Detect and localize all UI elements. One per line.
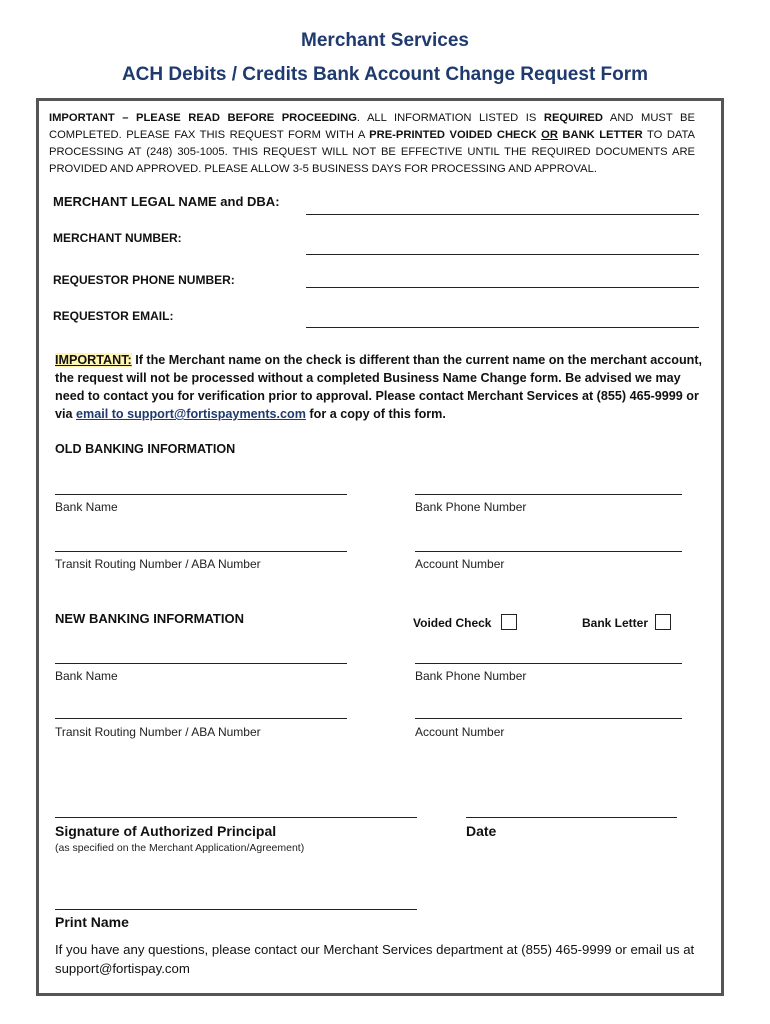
important-text: If the Merchant name on the check is different than the current name on the merchant account, the request will not be processed without a completed Business Name Change form. Be advised we may need to contact you for verification prior to approval. Please contact Merchant Services at (855) 465-9999 or via <box>55 353 703 421</box>
old-bank-name-field[interactable] <box>55 494 347 495</box>
support-email-link[interactable]: email to support@fortispayments.com <box>76 407 306 421</box>
voided-check-checkbox[interactable] <box>501 614 517 630</box>
new-bank-phone-field[interactable] <box>415 663 682 664</box>
notice-voided-check: PRE-PRINTED VOIDED CHECK <box>369 129 537 141</box>
old-routing-field[interactable] <box>55 551 347 552</box>
bank-letter-label: Bank Letter <box>582 616 649 630</box>
print-name-field[interactable] <box>55 909 417 910</box>
old-banking-heading: OLD BANKING INFORMATION <box>55 442 236 456</box>
important-text: for a copy of this form. <box>305 407 446 421</box>
merchant-number-field[interactable] <box>306 254 699 255</box>
notice-text: AND MUST BE COMPLETED. PLEASE FAX THIS REQUEST FORM WITH A <box>49 112 695 141</box>
legal-name-label: MERCHANT LEGAL NAME and DBA: <box>53 194 280 209</box>
voided-check-label: Voided Check <box>413 616 492 630</box>
date-label: Date <box>466 823 497 839</box>
new-routing-field[interactable] <box>55 718 347 719</box>
email-label: REQUESTOR EMAIL: <box>53 309 174 323</box>
page-title: Merchant Services <box>301 30 469 51</box>
old-bank-name-label: Bank Name <box>55 500 118 514</box>
new-account-field[interactable] <box>415 718 682 719</box>
important-notice <box>49 110 695 178</box>
notice-text: . ALL INFORMATION LISTED IS <box>356 112 544 124</box>
new-bank-name-field[interactable] <box>55 663 347 664</box>
notice-or: OR <box>541 129 558 141</box>
important-tag: IMPORTANT: <box>55 353 132 367</box>
notice-required: REQUIRED <box>543 112 603 124</box>
signature-label: Signature of Authorized Principal <box>55 823 277 839</box>
bank-letter-checkbox[interactable] <box>655 614 671 630</box>
new-account-label: Account Number <box>415 725 505 739</box>
form-title: ACH Debits / Credits Bank Account Change Request Form <box>121 64 649 85</box>
new-routing-label: Transit Routing Number / ABA Number <box>55 725 261 739</box>
date-field[interactable] <box>466 817 677 818</box>
phone-label: REQUESTOR PHONE NUMBER: <box>53 273 235 287</box>
new-bank-phone-label: Bank Phone Number <box>415 669 527 683</box>
signature-note: (as specified on the Merchant Application/Agreement) <box>55 842 305 854</box>
merchant-number-label: MERCHANT NUMBER: <box>53 231 182 245</box>
notice-heading: IMPORTANT – PLEASE READ BEFORE PROCEEDING <box>49 112 357 124</box>
new-bank-name-label: Bank Name <box>55 669 118 683</box>
signature-field[interactable] <box>55 817 417 818</box>
old-routing-label: Transit Routing Number / ABA Number <box>55 557 261 571</box>
old-bank-phone-field[interactable] <box>415 494 682 495</box>
old-account-field[interactable] <box>415 551 682 552</box>
notice-text: TO DATA PROCESSING AT (248) 305-1005. THIS REQUEST WILL NOT BE EFFECTIVE UNTIL THE REQUIRED DOCUMENTS ARE PROVIDED AND APPROVED. PLEASE ALLOW 3-5 BUSINESS DAYS FOR PROCESSING AND APPROVAL. <box>49 129 695 175</box>
new-banking-heading: NEW BANKING INFORMATION <box>55 611 244 626</box>
legal-name-field[interactable] <box>306 214 699 215</box>
notice-bank-letter: BANK LETTER <box>562 129 643 141</box>
footer-contact: If you have any questions, please contact our Merchant Services department at (855) 465-9999 or email us at support@fortispay.com <box>55 942 695 976</box>
phone-field[interactable] <box>306 287 699 288</box>
old-bank-phone-label: Bank Phone Number <box>415 500 527 514</box>
print-name-label: Print Name <box>55 914 129 930</box>
name-change-notice <box>55 351 705 423</box>
email-field[interactable] <box>306 327 699 328</box>
old-account-label: Account Number <box>415 557 505 571</box>
